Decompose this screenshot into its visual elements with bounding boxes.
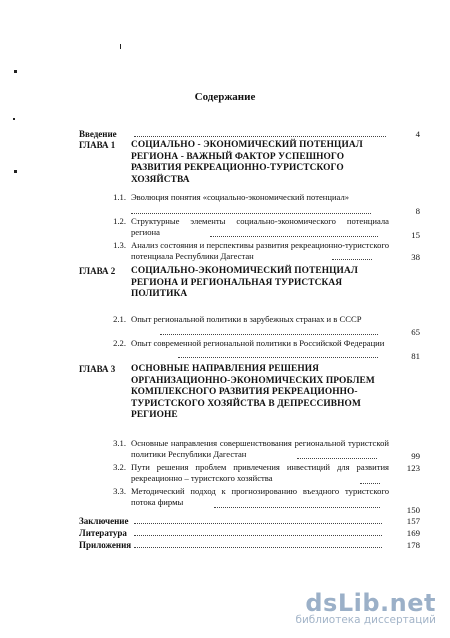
toc-page-number: 65 bbox=[411, 327, 420, 337]
section-title: Опыт региональной политики в зарубежных странах и в СССР bbox=[131, 314, 362, 324]
section-title: Пути решения проблем привлечения инвестиций для развития рекреационно – туристского хозяйства bbox=[131, 462, 389, 483]
section-title: Основные направления совершенствования региональной туристской политики Республики Дагестан bbox=[131, 438, 389, 459]
toc-page-number: 15 bbox=[411, 230, 420, 240]
chapter-3-heading: ОСНОВНЫЕ НАПРАВЛЕНИЯ РЕШЕНИЯ ОРГАНИЗАЦИОННО-ЭКОНОМИЧЕСКИХ ПРОБЛЕМ КОМПЛЕКСНОГО РАЗВИТИЯ РЕКРЕАЦИОННО-ТУРИСТСКОГО ХОЗЯЙСТВА В ДЕПРЕССИВНОМ РЕГИОНЕ bbox=[131, 364, 375, 420]
toc-page-number: 178 bbox=[406, 540, 420, 550]
section-number: 3.3. bbox=[113, 486, 126, 496]
toc-page-number: 157 bbox=[406, 516, 420, 526]
scan-mark bbox=[13, 118, 15, 120]
scan-mark bbox=[14, 170, 17, 173]
toc-leader-dots bbox=[134, 515, 382, 524]
toc-leader-dots bbox=[134, 128, 386, 137]
toc-intro-label: Введение bbox=[79, 129, 117, 139]
chapter-1-heading: СОЦИАЛЬНО - ЭКОНОМИЧЕСКИЙ ПОТЕНЦИАЛ РЕГИОНА - ВАЖНЫЙ ФАКТОР УСПЕШНОГО РАЗВИТИЯ РЕКРЕАЦИОННО-ТУРИСТСКОГО ХОЗЯЙСТВА bbox=[131, 140, 363, 185]
chapter-3-label: ГЛАВА 3 bbox=[79, 364, 116, 374]
toc-page-number: 99 bbox=[411, 451, 420, 461]
toc-leader-dots bbox=[134, 539, 382, 548]
scan-mark bbox=[120, 44, 121, 49]
toc-leader-dots bbox=[360, 475, 380, 484]
toc-page-number: 8 bbox=[415, 206, 420, 216]
toc-page-number: 150 bbox=[406, 505, 420, 515]
section-title: Анализ состояния и перспективы развития рекреационно-туристского потенциала Республики Дагестан bbox=[131, 240, 389, 261]
toc-leader-dots bbox=[178, 349, 378, 358]
toc-page-number: 169 bbox=[406, 528, 420, 538]
section-number: 2.1. bbox=[113, 314, 126, 324]
section-number: 1.3. bbox=[113, 240, 126, 250]
scan-mark bbox=[14, 70, 17, 73]
toc-leader-dots bbox=[297, 450, 377, 459]
toc-leader-dots bbox=[210, 228, 378, 237]
toc-page-number: 81 bbox=[411, 351, 420, 361]
watermark-brand: dsLib.net bbox=[305, 589, 436, 617]
section-number: 1.1. bbox=[113, 192, 126, 202]
toc-leader-dots bbox=[134, 527, 382, 536]
toc-literature-label: Литература bbox=[79, 528, 127, 538]
section-title: Эволюция понятия «социально-экономический потенциал» bbox=[131, 192, 350, 202]
toc-leader-dots bbox=[160, 326, 378, 335]
toc-page-number: 38 bbox=[411, 252, 420, 262]
toc-page-number: 123 bbox=[406, 463, 420, 473]
section-title: Методический подход к прогнозированию въездного туристского потока фирмы bbox=[131, 486, 389, 507]
toc-leader-dots bbox=[214, 499, 380, 508]
section-number: 3.1. bbox=[113, 438, 126, 448]
dslib-watermark bbox=[295, 589, 436, 626]
section-title: Опыт современной региональной политики в Российской Федерации bbox=[131, 338, 385, 348]
chapter-2-heading: СОЦИАЛЬНО-ЭКОНОМИЧЕСКИЙ ПОТЕНЦИАЛ РЕГИОНА И РЕГИОНАЛЬНАЯ ТУРИСТСКАЯ ПОЛИТИКА bbox=[131, 266, 358, 299]
toc-appendix-label: Приложения bbox=[79, 540, 132, 550]
page-title: Содержание bbox=[194, 91, 256, 103]
toc-conclusion-label: Заключение bbox=[79, 516, 129, 526]
toc-leader-dots bbox=[131, 205, 371, 214]
section-number: 1.2. bbox=[113, 216, 126, 226]
toc-page-number: 4 bbox=[415, 129, 420, 139]
section-title: Структурные элементы социально-экономического потенциала региона bbox=[131, 216, 389, 237]
section-number: 3.2. bbox=[113, 462, 126, 472]
chapter-1-label: ГЛАВА 1 bbox=[79, 140, 116, 150]
toc-leader-dots bbox=[332, 251, 372, 260]
watermark-subtitle: библиотека диссертаций bbox=[295, 614, 436, 626]
chapter-2-label: ГЛАВА 2 bbox=[79, 266, 116, 276]
section-number: 2.2. bbox=[113, 338, 126, 348]
